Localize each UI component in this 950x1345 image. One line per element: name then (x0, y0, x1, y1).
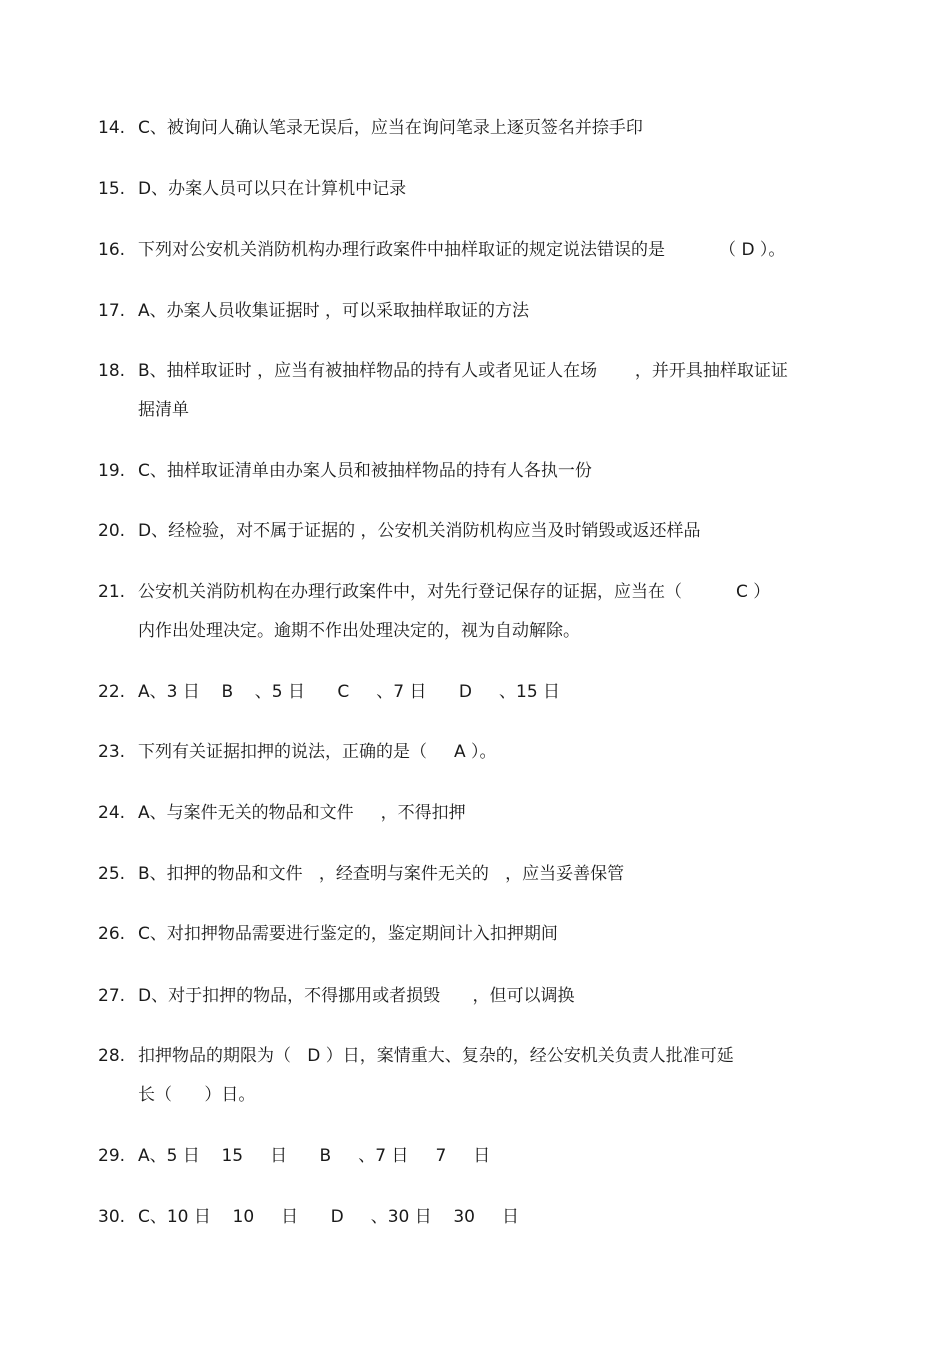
item-text: D、经检验，对不属于证据的 ，公安机关消防机构应当及时销毁或返还样品 (138, 521, 701, 541)
item-text: C、对扣押物品需要进行鉴定的，鉴定期间计入扣押期间 (138, 924, 558, 944)
item-number: 18. (98, 361, 126, 381)
item-text: B、抽样取证时 ，应当有被抽样物品的持有人或者见证人在场 ，并开具抽样取证证 (138, 361, 788, 381)
item-number: 20. (98, 521, 126, 541)
item-text-continued: 据清单 (138, 400, 189, 420)
item-number: 15. (98, 179, 126, 199)
item-text: C、10 日 10 日 D 、30 日 30 日 (138, 1207, 520, 1227)
item-text: 下列有关证据扣押的说法，正确的是（ A ）。 (138, 742, 497, 762)
item-number: 14. (98, 118, 126, 138)
item-number: 16. (98, 240, 126, 260)
item-number: 24. (98, 803, 126, 823)
item-text: 扣押物品的期限为（ D ）日，案情重大、复杂的，经公安机关负责人批准可延 (138, 1046, 734, 1066)
item-text-continued: 内作出处理决定。逾期不作出处理决定的，视为自动解除。 (138, 621, 580, 641)
item-text: A、3 日 B 、5 日 C 、7 日 D 、15 日 (138, 682, 561, 702)
item-text: A、办案人员收集证据时 ，可以采取抽样取证的方法 (138, 301, 530, 321)
item-number: 26. (98, 924, 126, 944)
item-number: 27. (98, 986, 126, 1006)
item-number: 17. (98, 301, 126, 321)
item-text: A、与案件无关的物品和文件 ，不得扣押 (138, 803, 466, 823)
item-text: D、办案人员可以只在计算机中记录 (138, 179, 407, 199)
item-number: 22. (98, 682, 126, 702)
item-text: C、抽样取证清单由办案人员和被抽样物品的持有人各执一份 (138, 461, 592, 481)
item-text: 公安机关消防机构在办理行政案件中，对先行登记保存的证据，应当在（ C ） (138, 582, 771, 602)
item-number: 23. (98, 742, 126, 762)
item-text: B、扣押的物品和文件 ，经查明与案件无关的 ，应当妥善保管 (138, 864, 625, 884)
item-number: 21. (98, 582, 126, 602)
item-number: 25. (98, 864, 126, 884)
item-number: 30. (98, 1207, 126, 1227)
item-text-continued: 长（ ）日。 (138, 1085, 256, 1105)
item-number: 28. (98, 1046, 126, 1066)
item-text: 下列对公安机关消防机构办理行政案件中抽样取证的规定说法错误的是 （ D ）。 (138, 240, 786, 260)
item-text: A、5 日 15 日 B 、7 日 7 日 (138, 1146, 491, 1166)
item-number: 29. (98, 1146, 126, 1166)
item-text: C、被询问人确认笔录无误后，应当在询问笔录上逐页签名并捺手印 (138, 118, 643, 138)
item-text: D、对于扣押的物品，不得挪用或者损毁 ，但可以调换 (138, 986, 575, 1006)
item-number: 19. (98, 461, 126, 481)
